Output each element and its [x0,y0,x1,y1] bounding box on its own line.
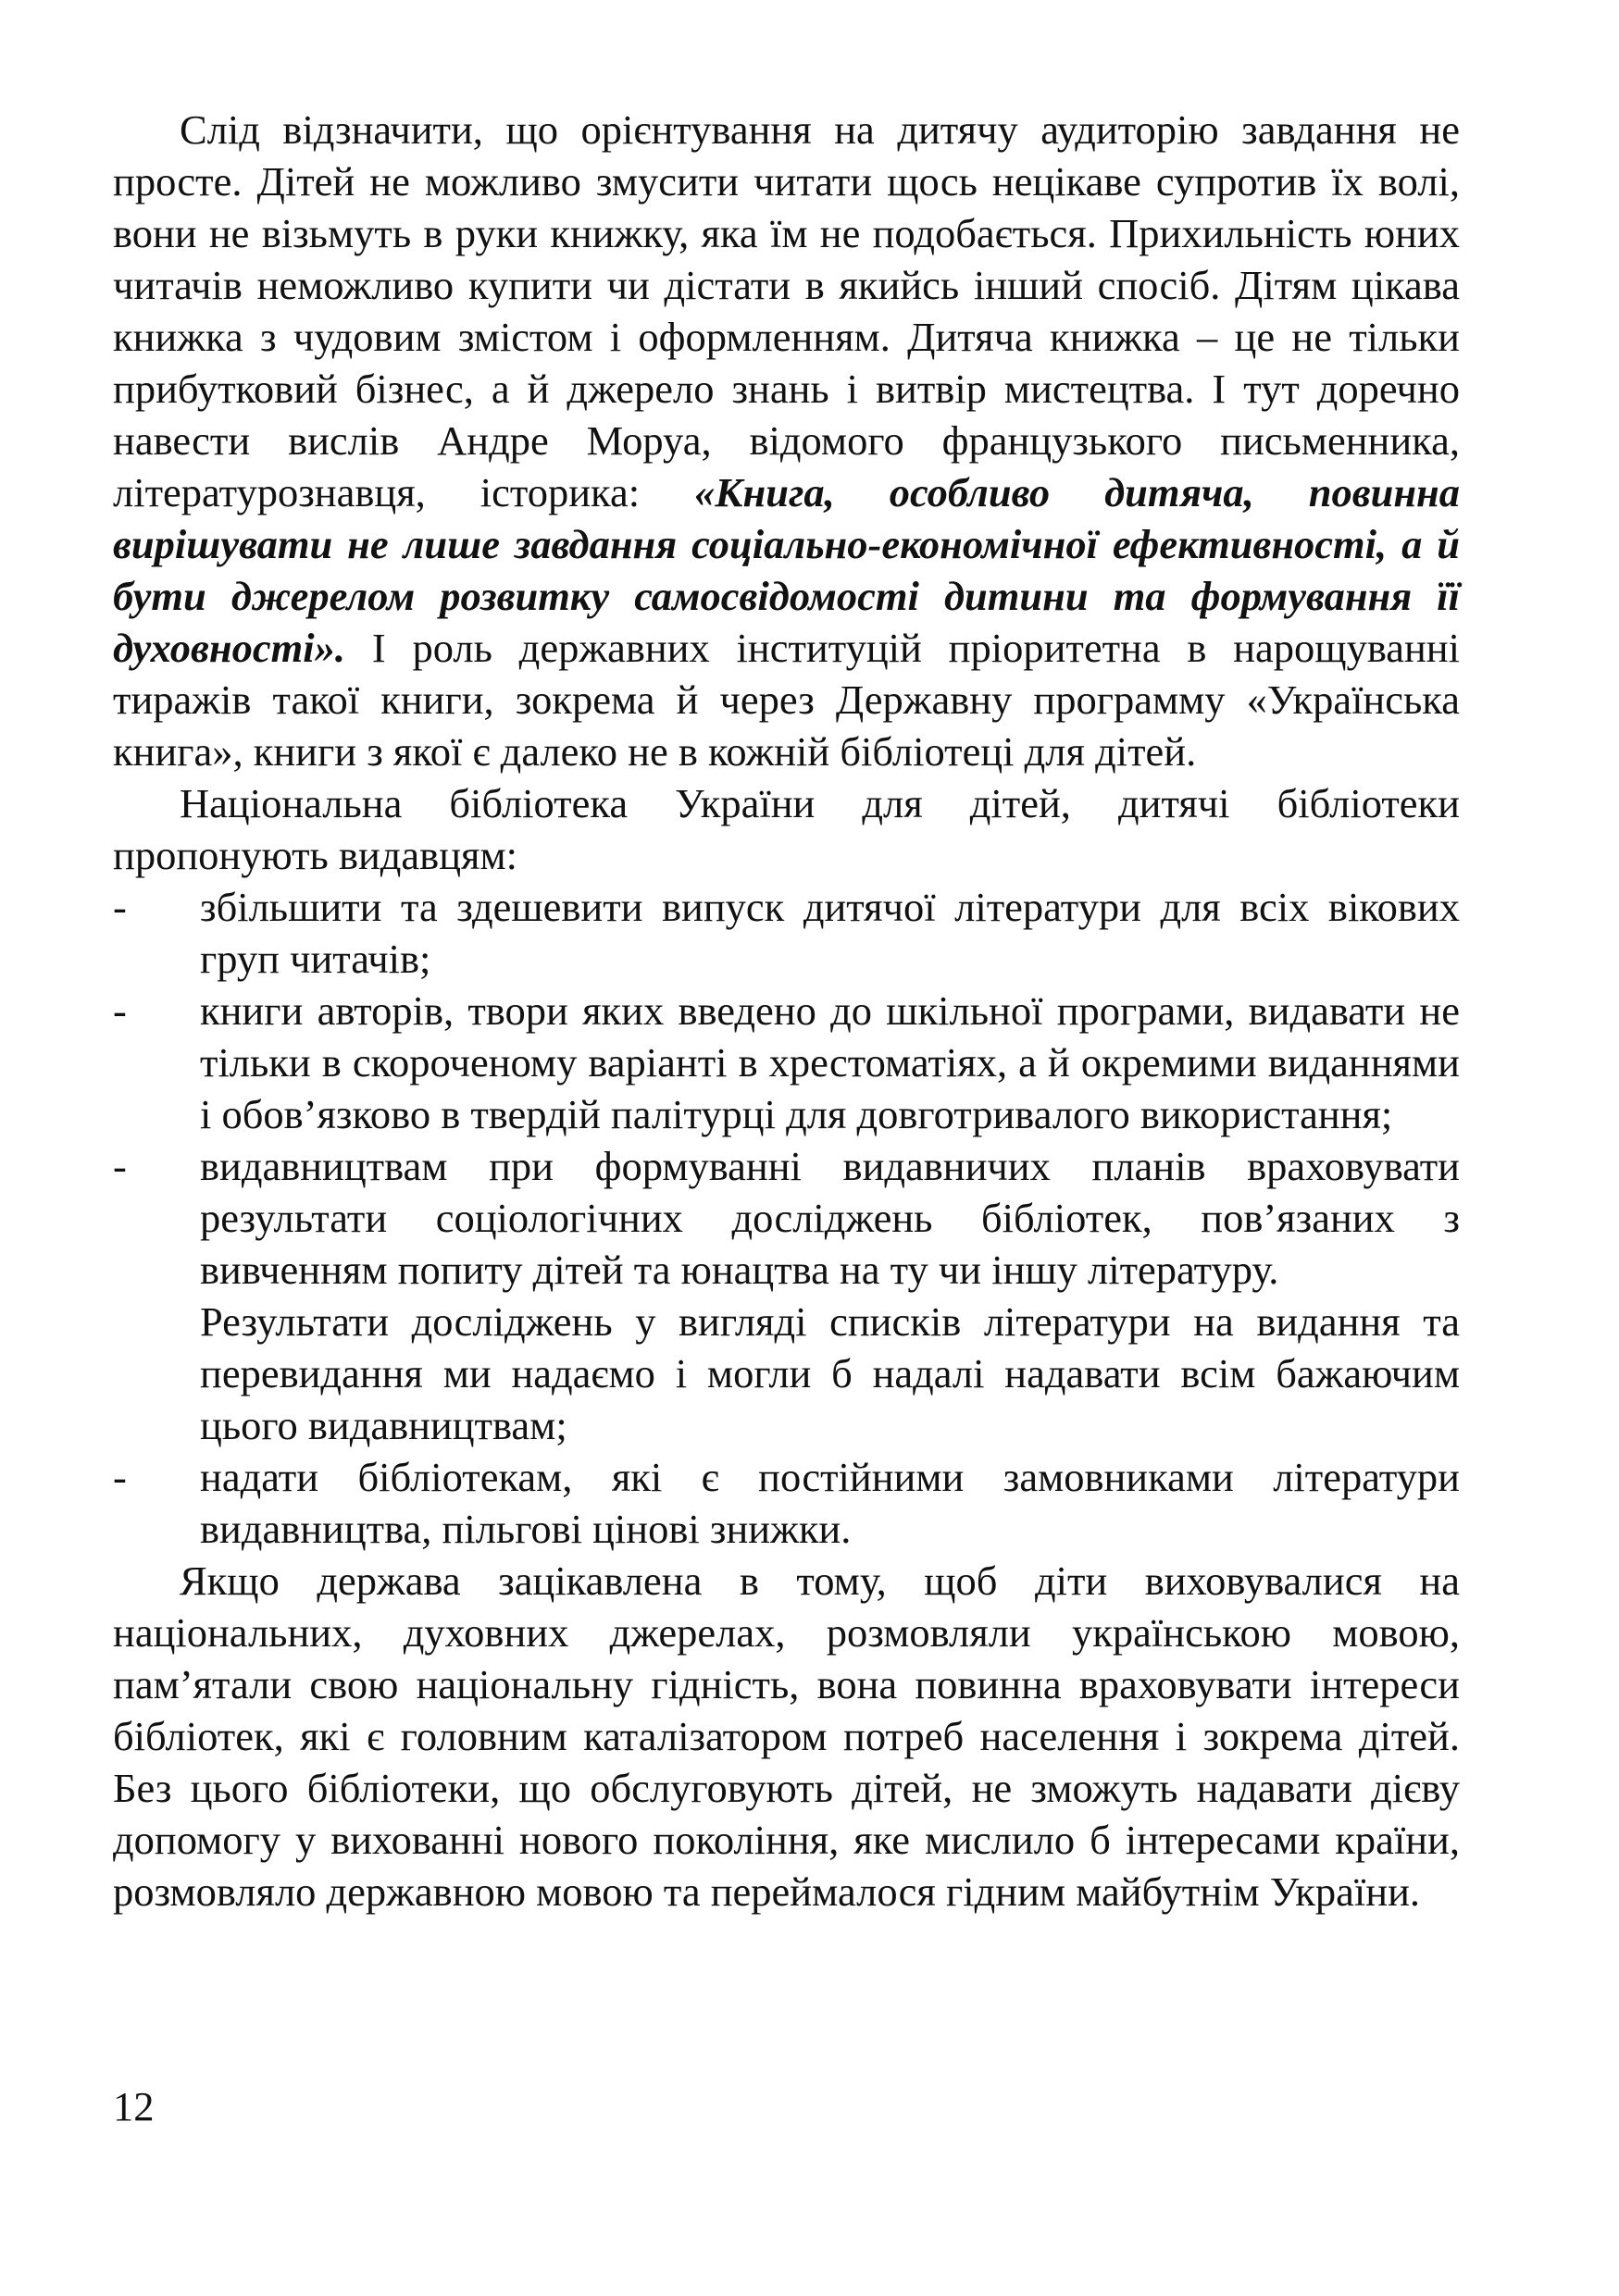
list-dash-marker: - [113,987,127,1034]
paragraph-conclusion: Якщо держава зацікавлена в тому, щоб діти виховувалися на національних, духовних джерелах, розмовляли українською мовою, пам’ятали свою національну гідність, вона повинна враховувати інтереси бібліотек, які є головним каталізатором потреб населення і зокрема дітей. Без цього бібліотеки, що обслуговують дітей, не зможуть надавати дієву допомогу у вихованні нового покоління, яке мислило б інтересами країни, розмовляло державною мовою та переймалося гідним майбутнім України. [113,1558,1460,1915]
list-item-text: збільшити та здешевити випуск дитячої літератури для всіх вікових груп читачів; [200,884,1460,982]
list-item [113,881,1460,985]
proposals-list [113,881,1460,1555]
list-dash-marker: - [113,1454,127,1500]
paragraph-proposals-intro: Національна бібліотека України для дітей, дитячі бібліотеки пропонують видавцям: [113,780,1460,878]
list-item-continuation: Результати досліджень у вигляді списків літератури на видання та перевидання ми надаємо і могли б надалі надавати всім бажаючим цього видавництвам; [200,1298,1460,1448]
list-item [113,1451,1460,1555]
maurois-quote: «Книга, особливо дитяча, повинна вирішувати не лише завдання соціально-економічної ефективності, а й бути джерелом розвитку самосвідомості дитини та формування її духовності». [113,469,1460,671]
list-item [113,985,1460,1140]
list-item-text: книги авторів, твори яких введено до шкільної програми, видавати не тільки в скороченому варіанті в хрестоматіях, а й окремими виданнями і обов’язково в твердій палітурці для довготривалого використання; [200,987,1460,1137]
paragraph-intro [113,104,1460,777]
list-dash-marker: - [113,884,127,930]
list-dash-marker: - [113,1143,127,1189]
list-item-text: видавництвам при формуванні видавничих планів враховувати результати соціологічних досліджень бібліотек, пов’язаних з вивченням попиту дітей та юнацтва на ту чи іншу літературу. [200,1143,1460,1293]
list-item-text: надати бібліотекам, які є постійними замовниками літератури видавництва, пільгові цінові знижки. [200,1454,1460,1552]
paragraph-intro-continuation: І роль державних інституцій пріоритетна в нарощуванні тиражів такої книги, зокрема й через Державну программу «Українська книга», книги з якої є далеко не в кожній бібліотеці для дітей. [113,625,1460,775]
document-body [113,104,1460,1917]
list-item [113,1140,1460,1451]
paragraph-intro-text: Слід відзначити, що орієнтування на дитячу аудиторію завдання не просте. Дітей не можливо змусити читати щось нецікаве супротив їх волі, вони не візьмуть в руки книжку, яка їм не подобається. Прихильність юних читачів неможливо купити чи дістати в якийсь інший спосіб. Дітям цікава книжка з чудовим змістом і оформленням. Дитяча книжка – це не тільки прибутковий бізнес, а й джерело знань і витвір мистецтва. І тут доречно навести вислів Андре Моруа, відомого французького письменника, літературознавця, історика: [113,106,1460,515]
page-number: 12 [113,2083,155,2129]
